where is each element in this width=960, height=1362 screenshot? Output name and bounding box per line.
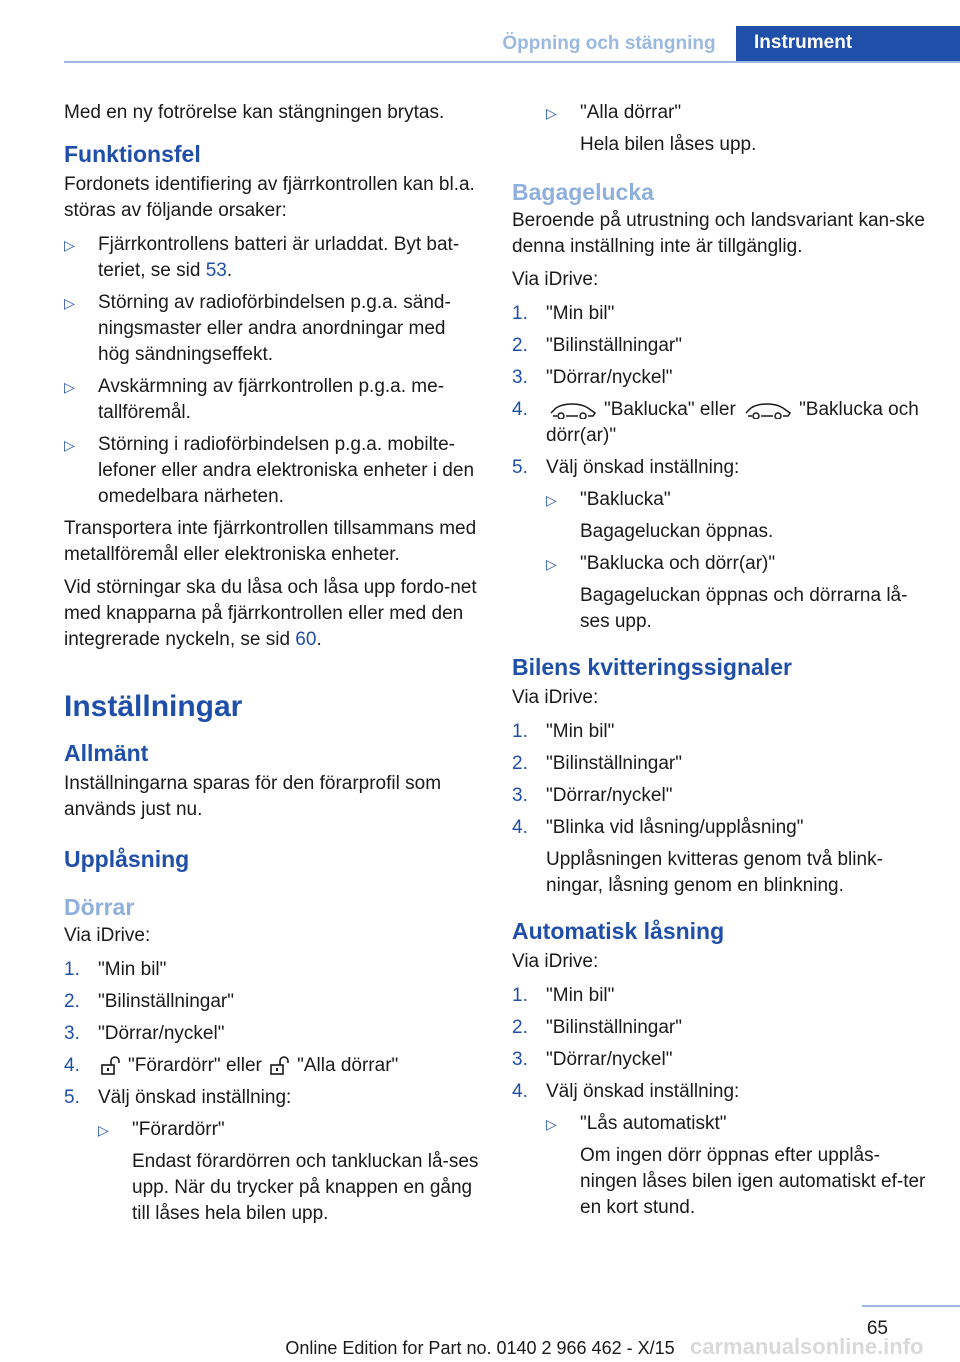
step-number: 5. [512, 457, 528, 478]
step-text: "Bilinställningar" [546, 753, 682, 774]
trunk-sub-options [546, 487, 928, 635]
step-number: 2. [512, 1017, 528, 1038]
step-text: "Min bil" [546, 303, 615, 324]
left-column [64, 100, 480, 1233]
doors-sub-options [98, 1117, 480, 1227]
heading-funktionsfel: Funktionsfel [64, 141, 201, 167]
triangle-right-icon: ▷ [546, 1116, 557, 1132]
header-chapter-tab[interactable]: Instrument [736, 26, 960, 62]
step-number: 5. [64, 1087, 80, 1108]
step-text: "Min bil" [98, 959, 167, 980]
doors-sub-options-cont [546, 100, 928, 158]
step-number: 1. [512, 303, 528, 324]
step-text: "Blinka vid låsning/upplåsning" [546, 817, 804, 838]
step-number: 4. [512, 399, 528, 420]
header-rule [64, 61, 960, 63]
via-idrive: Via iDrive: [512, 687, 599, 708]
heading-bagagelucka: Bagagelucka [512, 179, 654, 205]
step-number: 2. [512, 753, 528, 774]
step-text: "Bilinställningar" [98, 991, 234, 1012]
cause-text: Avskärmning av fjärrkontrollen p.g.a. me-tallföremål. [98, 376, 445, 423]
signal-steps [512, 719, 928, 899]
step-item [512, 1047, 928, 1073]
list-item [546, 100, 928, 158]
heading-dorrar: Dörrar [64, 894, 135, 920]
fault-tail: . [316, 629, 322, 650]
fault-paragraph [64, 575, 480, 653]
step-text: "Bilinställningar" [546, 335, 682, 356]
cause-text: Fjärrkontrollens batteri är urladdat. Byt bat-teriet, se sid [98, 234, 460, 281]
step-text: "Alla dörrar" [297, 1055, 399, 1076]
step-text: "Förardörr" eller [128, 1055, 262, 1076]
step-item [512, 397, 928, 449]
option-label: "Lås automatiskt" [580, 1113, 727, 1134]
list-item [98, 1117, 480, 1227]
step-desc: Upplåsningen kvitteras genom två blink-ningar, låsning genom en blinkning. [546, 849, 883, 896]
triangle-right-icon: ▷ [64, 379, 75, 395]
auto-steps [512, 983, 928, 1221]
step-item [512, 365, 928, 391]
step-item [512, 1015, 928, 1041]
step-number: 1. [64, 959, 80, 980]
option-desc: Hela bilen låses upp. [580, 134, 757, 155]
auto-sub-options [546, 1111, 928, 1221]
step-number: 1. [512, 985, 528, 1006]
step-number: 3. [512, 367, 528, 388]
option-desc: Om ingen dörr öppnas efter upplås-ningen låses bilen igen automatiskt ef-ter en kort stund. [580, 1145, 926, 1218]
step-item [64, 957, 480, 983]
step-text: "Baklucka och dörr(ar)" [546, 399, 919, 446]
padlock-open-icon [100, 1056, 122, 1076]
list-item [546, 487, 928, 545]
padlock-open-icon [269, 1056, 291, 1076]
triangle-right-icon: ▷ [546, 105, 557, 121]
step-item [512, 1079, 928, 1105]
via-idrive: Via iDrive: [64, 925, 151, 946]
step-text: "Dörrar/nyckel" [546, 367, 673, 388]
causes-list [64, 232, 480, 510]
step-text: "Dörrar/nyckel" [546, 785, 673, 806]
heading-kvitteringssignaler: Bilens kvitteringssignaler [512, 654, 792, 680]
header-section-title: Öppning och stängning [502, 33, 716, 54]
page-link-53[interactable]: 53 [205, 260, 227, 281]
page-number: 65 [866, 1318, 888, 1339]
step-number: 1. [512, 721, 528, 742]
funktionsfel-paragraph: Fordonets identifiering av fjärrkontrollen kan bl.a. störas av följande orsaker: [64, 174, 475, 221]
trunk-paragraph: Beroende på utrustning och landsvariant kan-ske denna inställning inte är tillgänglig. [512, 210, 925, 257]
triangle-right-icon: ▷ [64, 295, 75, 311]
step-number: 4. [512, 817, 528, 838]
step-item [512, 455, 928, 481]
step-item [512, 301, 928, 327]
page-link-60[interactable]: 60 [295, 629, 317, 650]
option-desc: Bagageluckan öppnas och dörrarna lå-ses upp. [580, 585, 908, 632]
step-text: Välj önskad inställning: [98, 1087, 292, 1108]
cause-text: Störning i radioförbindelsen p.g.a. mobilte-lefoner eller andra elektroniska enheter i den omedelbara närheten. [98, 434, 475, 507]
step-number: 2. [64, 991, 80, 1012]
option-label: "Baklucka och dörr(ar)" [580, 553, 776, 574]
step-text: Välj önskad inställning: [546, 457, 740, 478]
step-number: 3. [64, 1023, 80, 1044]
list-item [546, 551, 928, 635]
right-column [512, 100, 928, 1227]
triangle-right-icon: ▷ [64, 437, 75, 453]
heading-installningar: Inställningar [64, 690, 243, 723]
step-text: "Baklucka" eller [604, 399, 736, 420]
step-number: 4. [512, 1081, 528, 1102]
step-item [512, 983, 928, 1009]
watermark: carmanualsonline.info [690, 1334, 924, 1359]
step-number: 4. [64, 1055, 80, 1076]
step-item [64, 989, 480, 1015]
car-outline-icon [548, 401, 598, 419]
triangle-right-icon: ▷ [546, 556, 557, 572]
step-item [64, 1085, 480, 1111]
triangle-right-icon: ▷ [64, 237, 75, 253]
step-text: "Dörrar/nyckel" [98, 1023, 225, 1044]
step-item [64, 1053, 480, 1079]
option-desc: Bagageluckan öppnas. [580, 521, 774, 542]
list-item [64, 432, 480, 510]
step-item [512, 815, 928, 899]
step-item [512, 751, 928, 777]
doors-steps [64, 957, 480, 1227]
via-idrive: Via iDrive: [512, 269, 599, 290]
step-item [512, 783, 928, 809]
heading-upplasning: Upplåsning [64, 846, 190, 872]
list-item [64, 290, 480, 368]
heading-allmant: Allmänt [64, 740, 149, 766]
option-desc: Endast förardörren och tankluckan lå-ses upp. När du trycker på knappen en gång till låses hela bilen upp. [132, 1151, 479, 1224]
footer-rule [862, 1305, 960, 1307]
cause-text: Störning av radioförbindelsen p.g.a. sänd-ningsmaster eller andra anordningar med hög sändningseffekt. [98, 292, 451, 365]
general-paragraph: Inställningarna sparas för den förarprofil som används just nu. [64, 773, 442, 820]
footer-edition: Online Edition for Part no. 0140 2 966 462 - X/15 [285, 1338, 675, 1358]
list-item [64, 374, 480, 426]
step-text: Välj önskad inställning: [546, 1081, 740, 1102]
step-number: 3. [512, 1049, 528, 1070]
intro-paragraph: Med en ny fotrörelse kan stängningen brytas. [64, 102, 445, 123]
step-number: 3. [512, 785, 528, 806]
step-text: "Min bil" [546, 721, 615, 742]
step-item [512, 719, 928, 745]
heading-automatisk-lasning: Automatisk låsning [512, 918, 725, 944]
fault-text: Vid störningar ska du låsa och låsa upp fordo-net med knapparna på fjärrkontrollen eller med den integrerade nyckeln, se sid [64, 577, 477, 650]
triangle-right-icon: ▷ [98, 1122, 109, 1138]
step-text: "Dörrar/nyckel" [546, 1049, 673, 1070]
option-label: "Förardörr" [132, 1119, 225, 1140]
list-item [546, 1111, 928, 1221]
list-item [64, 232, 480, 284]
step-number: 2. [512, 335, 528, 356]
step-item [64, 1021, 480, 1047]
via-idrive: Via iDrive: [512, 951, 599, 972]
step-text: "Bilinställningar" [546, 1017, 682, 1038]
step-text: "Min bil" [546, 985, 615, 1006]
trunk-steps [512, 301, 928, 635]
cause-tail: . [226, 260, 233, 281]
car-outline-icon [743, 401, 793, 419]
option-label: "Baklucka" [580, 489, 671, 510]
triangle-right-icon: ▷ [546, 492, 557, 508]
transport-paragraph: Transportera inte fjärrkontrollen tillsammans med metallföremål eller elektroniska enheter. [64, 518, 477, 565]
option-label: "Alla dörrar" [580, 102, 682, 123]
step-item [512, 333, 928, 359]
